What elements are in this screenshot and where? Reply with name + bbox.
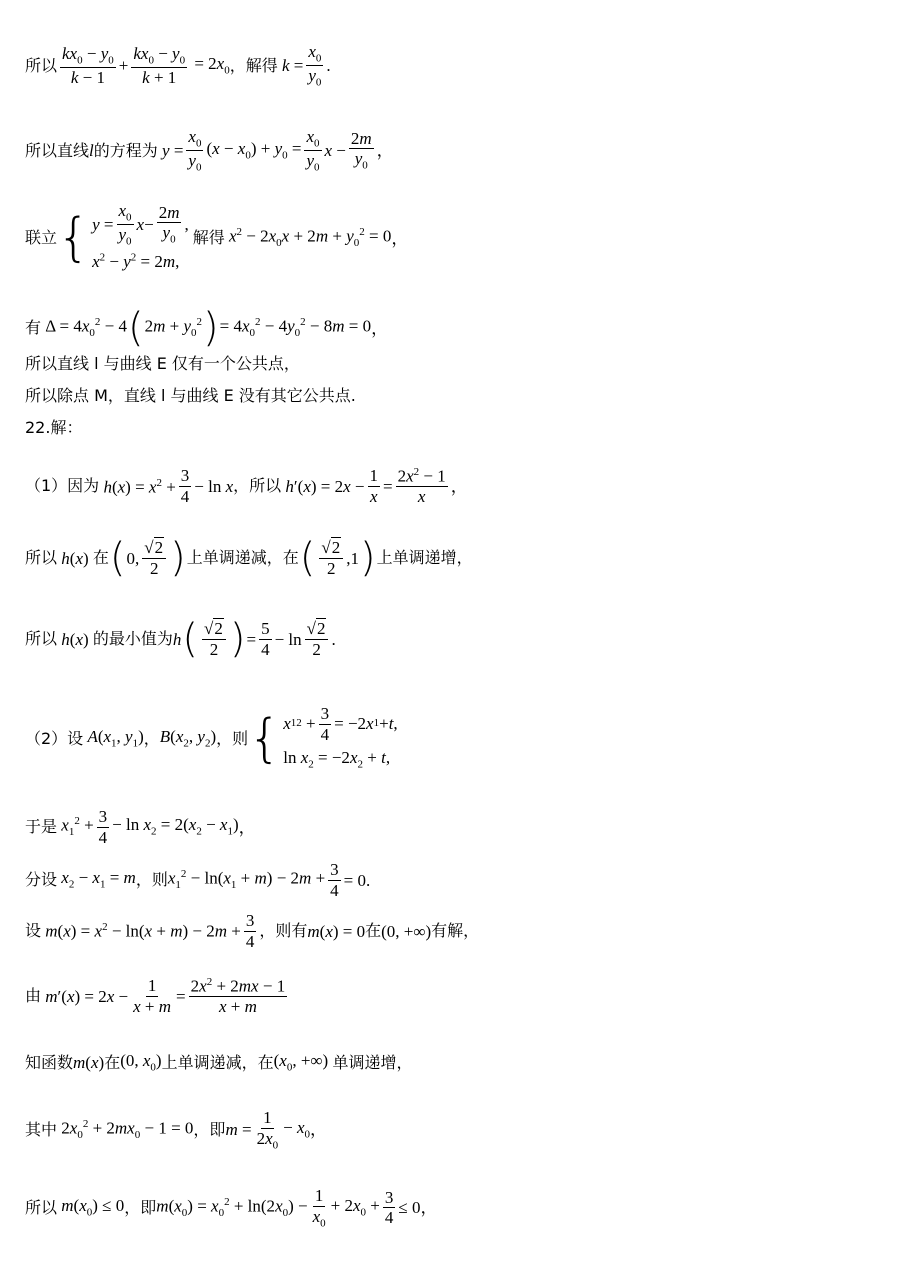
left-brace: { xyxy=(248,709,282,770)
fraction: $\frac{√2}{2}$ xyxy=(319,538,343,578)
line-2: 所以直线 l 的方程为 y = $\frac{x_0}{y_0}$ $(x - x_0) + y_0$ = $\frac{x_0}{y_0}$ x − $\frac{2m}{y_0}$ ， xyxy=(25,127,394,174)
text: 所以 xyxy=(25,55,58,75)
punct: ， xyxy=(391,228,409,248)
fraction: $\frac{3}{4}$ xyxy=(384,1187,394,1228)
punct: ， xyxy=(238,817,256,837)
text: 上单调递增， xyxy=(376,548,473,568)
punct: . xyxy=(366,870,371,890)
fraction: $\frac{√2}{2}$ xyxy=(305,619,329,659)
text: ，解得 xyxy=(229,55,278,75)
text: 有 xyxy=(25,318,42,337)
var: l xyxy=(89,141,94,161)
line-5: 所以直线 l 与曲线 E 仅有一个公共点， xyxy=(25,354,300,373)
fraction: $\frac{kx_0 - y_0}{k - 1}$ xyxy=(62,43,114,87)
text: ， xyxy=(143,729,160,749)
left-brace: { xyxy=(57,208,91,269)
line-17: 其中 $2x_0^2 + 2mx_0 - 1 = 0$ ，即 m = $\frac{1}{2x_0}$ − $x_0$ ， xyxy=(25,1108,327,1151)
fraction: $\frac{3}{4}$ xyxy=(180,466,190,506)
line-6: 所以除点 M，直线 l 与曲线 E 没有其它公共点. xyxy=(25,386,356,405)
fraction: $\frac{2x^2 - 1}{x}$ xyxy=(397,466,446,507)
line-9: 所以 h(x) 在 ( 0, $\frac{√2}{2}$ ) 上单调递减，在 ( $\frac{√2}{2}$ ,1 ) 上单调递增， xyxy=(25,535,473,582)
fraction: $\frac{1}{x_0}$ xyxy=(312,1186,326,1229)
text: ，则 xyxy=(216,729,249,749)
fraction: $\frac{5}{4}$ xyxy=(261,619,270,659)
text: ，则 xyxy=(135,870,168,890)
line-10: 所以 h(x) 的最小值为 h ( $\frac{√2}{2}$ ) = $\frac{5}{4}$ − ln $\frac{√2}{2}$ . xyxy=(25,616,336,663)
text: 设 xyxy=(25,921,42,941)
text: 在 xyxy=(92,548,109,568)
punct: ， xyxy=(371,318,389,338)
line-12: 于是 $x_1^2$ + $\frac{3}{4}$ − $\ln x_2 = 2(x_2 - x_1)$ ， xyxy=(25,807,256,847)
text: 单调递增， xyxy=(332,1052,413,1072)
line-4: 有 $\Delta = 4x_0^2 - 4$ ( $2m + y_0^2$ ) = $4x_0^2 - 4y_0^2 - 8m = 0$ ， xyxy=(25,305,389,351)
text: 上单调递减，在 xyxy=(161,1052,274,1072)
text: 于是 xyxy=(25,817,58,837)
line-11: （2）设 $A(x_1$, $y_1$) ， $B(x_2$, $y_2$) ，则 { x 1 2 + $\frac{3}{4}$ = −2 x 1 + t , $\ln x_2 = -2x_2 + t$, xyxy=(25,704,402,774)
line-3: 联立 { y = $\frac{x_0}{y_0}$ x − $\frac{2m}{y_0}$ , $x^2 - y^2 = 2m$, 解得 $x^2 - 2x_0x + 2m + y_0^2 = 0$ ， xyxy=(25,201,408,275)
text: 有解， xyxy=(431,921,480,941)
fraction: $\frac{x_0}{y_0}$ xyxy=(308,42,322,89)
fraction: $\frac{2m}{y_0}$ xyxy=(350,128,372,172)
text: 联立 xyxy=(25,228,58,248)
fraction: $\frac{1}{x}$ xyxy=(369,466,378,506)
fraction: $\frac{kx_0 - y_0}{k + 1}$ xyxy=(133,43,186,87)
text: 上单调递减，在 xyxy=(186,548,299,568)
fraction: $\frac{3}{4}$ xyxy=(245,911,255,951)
punct: ， xyxy=(376,141,394,161)
text: ，即 xyxy=(124,1197,157,1217)
line-18: 所以 $m(x_0) \le 0$ ，即 $m(x_0) = x_0^2 + \ln(2x_0)$ − $\frac{1}{x_0}$ + $2x_0$ + $\frac{3}{4}$ ≤ 0 ， xyxy=(25,1186,438,1229)
text: 所以 xyxy=(25,629,58,649)
text: 由 xyxy=(25,986,42,1006)
text: （1）因为 xyxy=(25,476,100,496)
text: 分设 xyxy=(25,870,58,890)
text: 在 xyxy=(365,921,382,941)
text: 在 xyxy=(104,1052,121,1072)
fraction: $\frac{x_0}{y_0}$ xyxy=(188,127,202,174)
text: 的方程为 xyxy=(93,140,158,160)
fraction: $\frac{3}{4}$ xyxy=(330,860,339,900)
line-8: （1）因为 $h(x) = x^2$ + $\frac{3}{4}$ − ln x ，所以 h′(x) = 2x − $\frac{1}{x}$ = $\frac{2x^2 - 1}{x}$ ， xyxy=(25,466,468,507)
text: ，所以 xyxy=(233,476,282,496)
text: 的最小值为 xyxy=(92,629,173,649)
text: 所以 xyxy=(25,548,58,568)
punct: ， xyxy=(310,1120,327,1140)
line-7: 22.解： xyxy=(25,418,83,437)
text: 其中 xyxy=(25,1119,58,1139)
fraction: $\frac{x_0}{y_0}$ xyxy=(306,127,320,174)
punct: ， xyxy=(420,1198,438,1218)
fraction: $\frac{1}{2x_0}$ xyxy=(256,1108,279,1151)
text: 知函数 xyxy=(25,1052,74,1072)
equation-system: y = $\frac{x_0}{y_0}$ x − $\frac{2m}{y_0}$ , $x^2 - y^2 = 2m$, xyxy=(92,201,189,272)
fraction: $\frac{3}{4}$ xyxy=(98,807,108,847)
fraction: $\frac{√2}{2}$ xyxy=(202,619,226,659)
punct: . xyxy=(326,56,331,76)
fraction: $\frac{√2}{2}$ xyxy=(142,538,166,578)
fraction: $\frac{2x^2 + 2mx - 1}{x + m}$ xyxy=(190,976,286,1017)
line-15: 由 m′(x) = 2x − $\frac{1}{x + m}$ = $\frac{2x^2 + 2mx - 1}{x + m}$ xyxy=(25,976,286,1017)
line-14: 设 $m(x) = x^2 - \ln(x + m) - 2m$ + $\frac{3}{4}$ ，则有 m(x) = 0 在 (0, +∞) 有解， xyxy=(25,911,480,951)
line-16: 知函数 m(x) 在 (0, $x_0$) 上单调递减，在 ($x_0$, +∞) 单调递增， xyxy=(25,1051,413,1074)
punct: . xyxy=(331,629,336,649)
fraction: $\frac{1}{x + m}$ xyxy=(133,976,172,1016)
line-13: 分设 $x_2 - x_1 = m$ ，则 $x_1^2 - \ln(x_1 + m) - 2m$ + $\frac{3}{4}$ = 0 . xyxy=(25,860,371,900)
text: （2）设 xyxy=(25,729,84,749)
text: ，即 xyxy=(193,1119,226,1139)
punct: ， xyxy=(450,476,468,496)
equation-system: x 1 2 + $\frac{3}{4}$ = −2 x 1 + t , $\ln x_2 = -2x_2 + t$, xyxy=(283,704,398,771)
text: 所以直线 xyxy=(25,140,90,160)
text: 所以 xyxy=(25,1197,58,1217)
line-1: 所以 $\frac{kx_0 - y_0}{k - 1}$ + $\frac{kx_0 - y_0}{k + 1}$ = $2x_0$ ，解得 k = $\frac{x_0}{y_0}$ . xyxy=(25,42,331,89)
text: 解得 xyxy=(192,228,225,248)
text: ，则有 xyxy=(259,921,308,941)
